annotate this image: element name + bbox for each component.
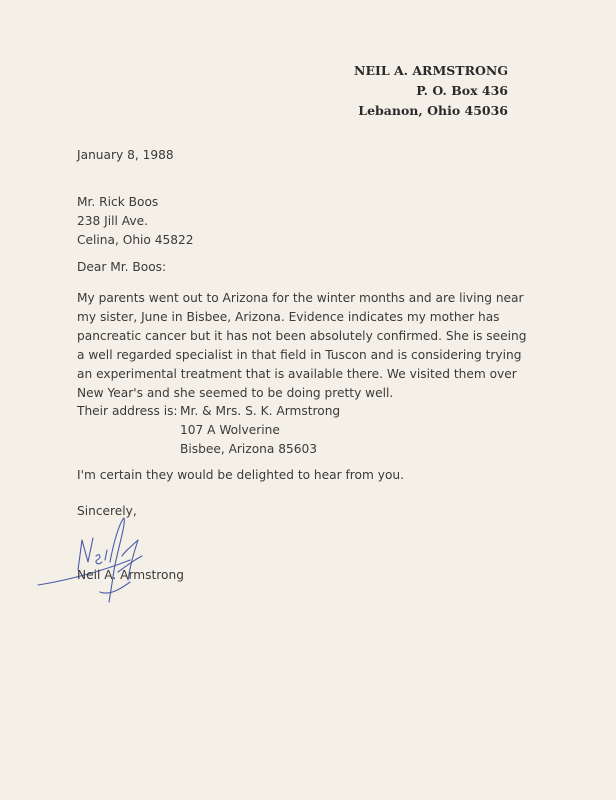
signature-strokes [38, 518, 142, 602]
recipient-name: Mr. Rick Boos [77, 195, 159, 209]
body-line: my sister, June in Bisbee, Arizona. Evidence indicates my mother has [77, 310, 500, 324]
salutation: Dear Mr. Boos: [77, 260, 167, 274]
address-label: Their address is: [77, 404, 178, 418]
body-line: My parents went out to Arizona for the winter months and are living near [77, 291, 524, 305]
letterhead-name: NEIL A. ARMSTRONG [354, 63, 508, 78]
body-line: an experimental treatment that is available there. We visited them over [77, 367, 517, 381]
body-paragraph [77, 289, 527, 403]
address-line-3: Bisbee, Arizona 85603 [180, 442, 318, 456]
address-line-2: 107 A Wolverine [180, 423, 280, 437]
closing-sentence: I'm certain they would be delighted to hear from you. [77, 468, 405, 482]
recipient-address [77, 193, 194, 250]
letterhead-city: Lebanon, Ohio 45036 [358, 103, 508, 118]
recipient-city: Celina, Ohio 45822 [77, 233, 194, 247]
letter-date: January 8, 1988 [77, 148, 174, 162]
recipient-street: 238 Jill Ave. [77, 214, 148, 228]
letterhead-po-box: P. O. Box 436 [416, 83, 508, 98]
body-line: New Year's and she seemed to be doing pretty well. [77, 386, 394, 400]
signer-name: Neil A. Armstrong [77, 568, 184, 582]
letterhead [354, 61, 508, 121]
address-line-1: Mr. & Mrs. S. K. Armstrong [180, 404, 341, 418]
parents-address [180, 402, 340, 459]
valediction: Sincerely, [77, 504, 137, 518]
body-line: pancreatic cancer but it has not been absolutely confirmed. She is seeing [77, 329, 527, 343]
body-line: a well regarded specialist in that field in Tuscon and is considering trying [77, 348, 522, 362]
handwritten-signature [30, 500, 180, 610]
